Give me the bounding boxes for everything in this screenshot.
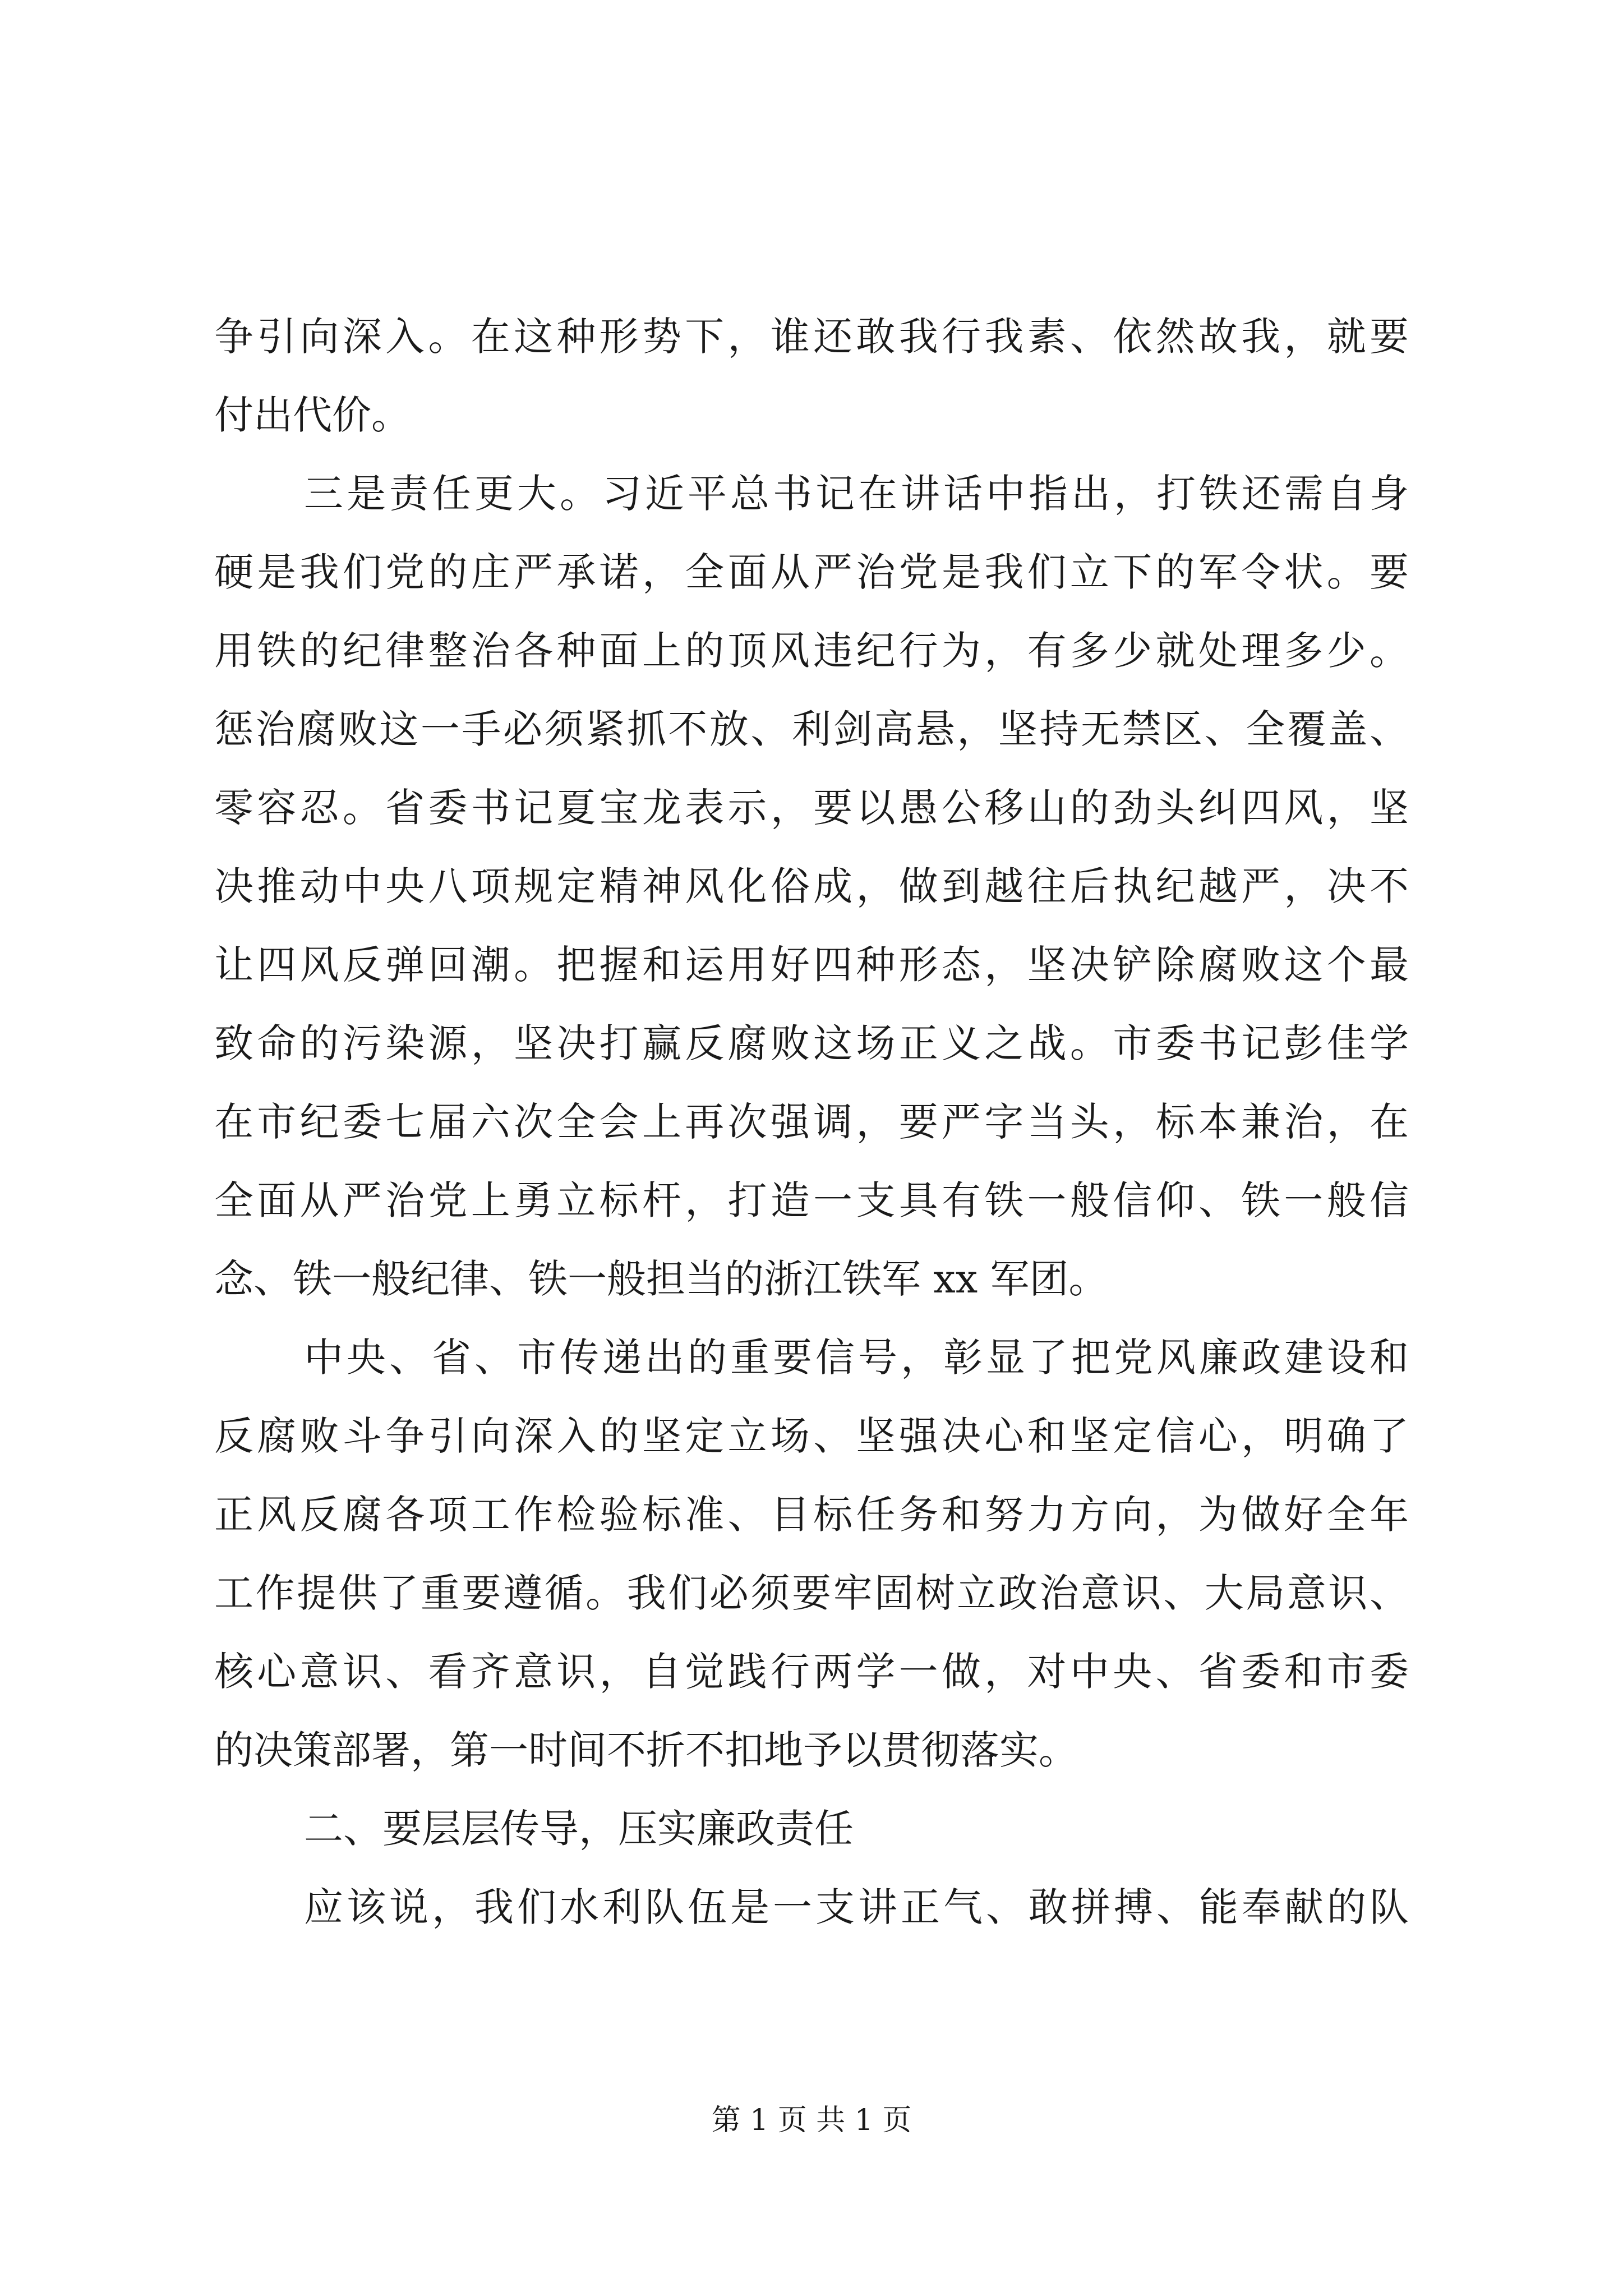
text-line: 反腐败斗争引向深入的坚定立场、坚强决心和坚定信心，明确了 — [214, 1413, 1409, 1459]
text-line: 念、铁一般纪律、铁一般担当的浙江铁军 xx 军团。 — [214, 1256, 1108, 1302]
text-line: 用铁的纪律整治各种面上的顶风违纪行为，有多少就处理多少。 — [214, 628, 1409, 674]
text-line: 让四风反弹回潮。把握和运用好四种形态，坚决铲除腐败这个最 — [214, 942, 1409, 988]
text-line: 二、要层层传导，压实廉政责任 — [304, 1806, 854, 1852]
text-line: 核心意识、看齐意识，自觉践行两学一做，对中央、省委和市委 — [214, 1649, 1409, 1695]
text-line: 在市纪委七届六次全会上再次强调，要严字当头，标本兼治，在 — [214, 1099, 1409, 1145]
text-line: 应该说，我们水利队伍是一支讲正气、敢拼搏、能奉献的队 — [304, 1884, 1409, 1930]
page-footer: 第 1 页 共 1 页 — [711, 2104, 912, 2137]
text-line: 惩治腐败这一手必须紧抓不放、利剑高悬，坚持无禁区、全覆盖、 — [214, 706, 1409, 752]
text-line: 工作提供了重要遵循。我们必须要牢固树立政治意识、大局意识、 — [214, 1570, 1409, 1616]
text-line: 硬是我们党的庄严承诺，全面从严治党是我们立下的军令状。要 — [214, 549, 1409, 595]
text-line: 全面从严治党上勇立标杆，打造一支具有铁一般信仰、铁一般信 — [214, 1177, 1409, 1223]
text-line: 决推动中央八项规定精神风化俗成，做到越往后执纪越严，决不 — [214, 863, 1409, 909]
text-line: 三是责任更大。习近平总书记在讲话中指出，打铁还需自身 — [304, 471, 1409, 517]
text-line: 付出代价。 — [214, 392, 411, 438]
text-line: 零容忍。省委书记夏宝龙表示，要以愚公移山的劲头纠四风，坚 — [214, 785, 1409, 831]
body-text — [214, 297, 1409, 1947]
text-line: 争引向深入。在这种形势下，谁还敢我行我素、依然故我，就要 — [214, 314, 1409, 360]
text-line: 正风反腐各项工作检验标准、目标任务和努力方向，为做好全年 — [214, 1492, 1409, 1538]
text-line: 的决策部署，第一时间不折不扣地予以贯彻落实。 — [214, 1727, 1078, 1773]
text-line: 致命的污染源，坚决打赢反腐败这场正义之战。市委书记彭佳学 — [214, 1020, 1409, 1066]
text-line: 中央、省、市传递出的重要信号，彰显了把党风廉政建设和 — [304, 1335, 1409, 1381]
